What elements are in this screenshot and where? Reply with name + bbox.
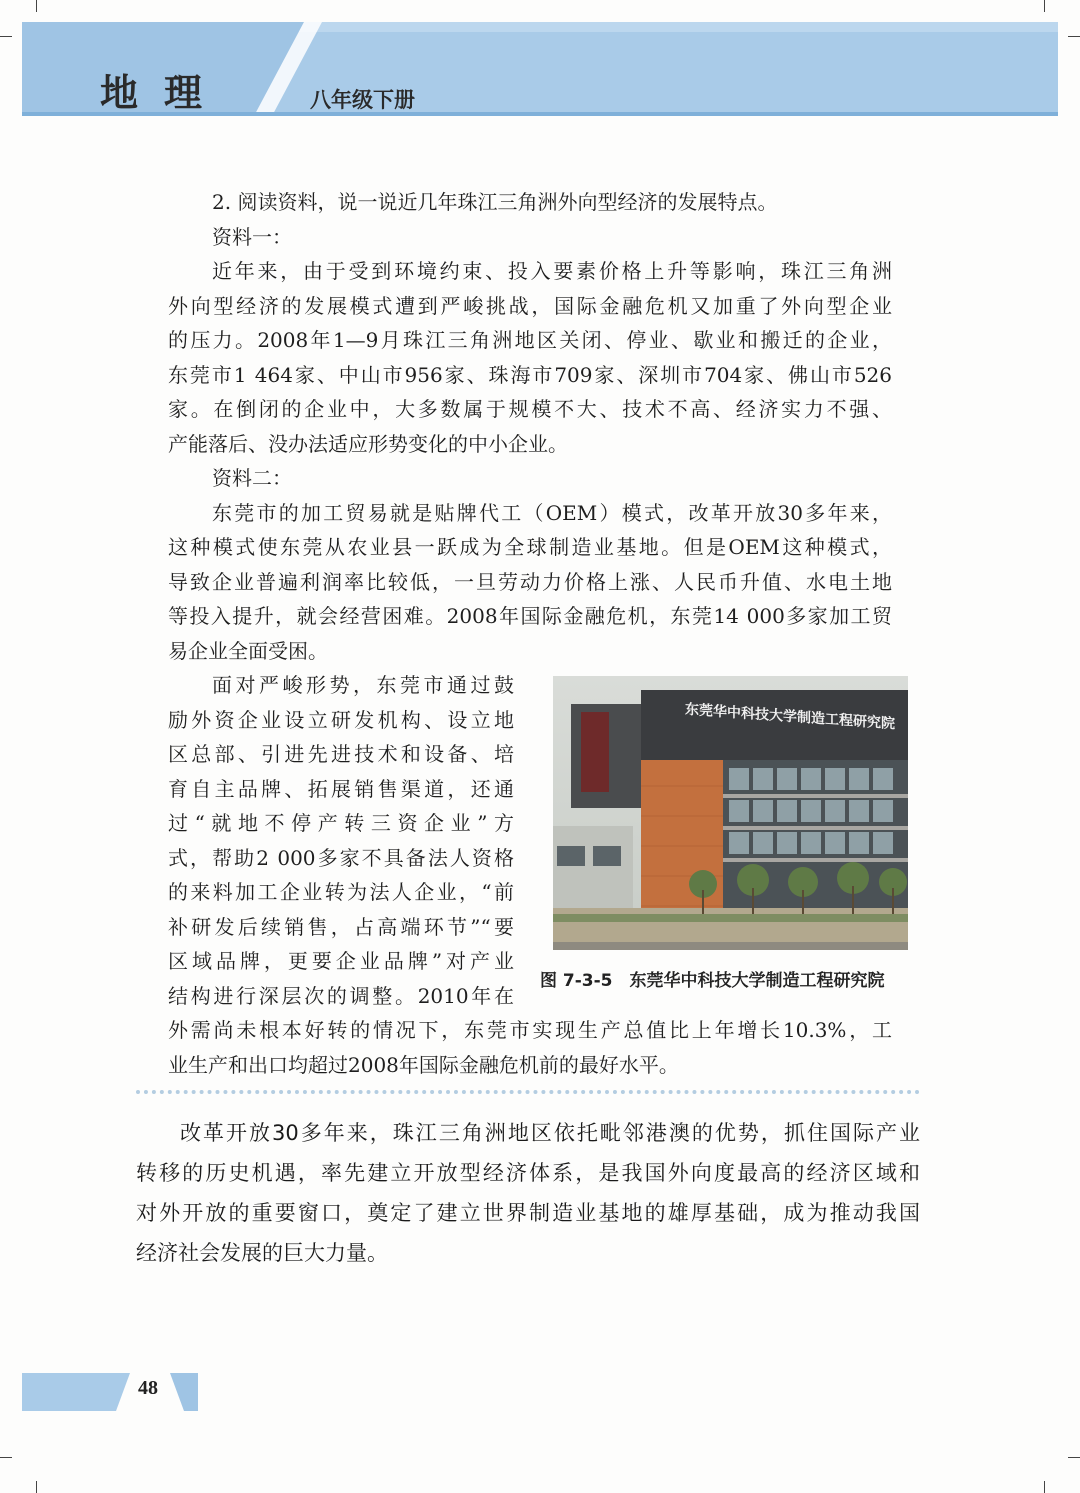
wrap-line: 的来料加工企业转为法人企业，“前 xyxy=(168,880,514,904)
material1-line: 外向型经济的发展模式遭到严峻挑战，国际金融危机又加重了外向型企业 xyxy=(168,293,892,318)
material1-line: 家。在倒闭的企业中，大多数属于规模不大、技术不高、经济实力不强、 xyxy=(168,397,892,421)
material2-line: 这种模式使东莞从农业县一跃成为全球制造业基地。但是OEM这种模式， xyxy=(168,535,892,559)
building-sign: 东莞华中科技大学制造工程研究院 xyxy=(685,701,895,733)
material2-line: 等投入提升，就会经营困难。2008年国际金融危机，东莞14 000多家加工贸 xyxy=(168,604,892,628)
crop-mark xyxy=(1068,1457,1080,1458)
subject-title: 地理 xyxy=(100,71,229,115)
grade-title: 八年级下册 xyxy=(310,88,415,112)
material1-line: 东莞市1 464家、中山市956家、珠海市709家、深圳市704家、佛山市526 xyxy=(168,362,892,387)
dotted-divider xyxy=(136,1090,920,1094)
material1-label: 资料一： xyxy=(212,224,292,249)
wrap-line: 区域品牌，更要企业品牌”对产业 xyxy=(168,949,514,973)
wrap-line: 面对严峻形势，东莞市通过鼓 xyxy=(212,673,514,697)
footer-band xyxy=(22,1373,202,1415)
crop-mark xyxy=(1044,1481,1045,1493)
material2-line: 易企业全面受困。 xyxy=(168,638,328,663)
wrap-line: 区总部、引进先进技术和设备、培 xyxy=(168,742,514,766)
tail-line: 外需尚未根本好转的情况下，东莞市实现生产总值比上年增长10.3%，工 xyxy=(168,1018,892,1042)
page-number: 48 xyxy=(138,1377,158,1399)
wrap-line: 育自主品牌、拓展销售渠道，还通 xyxy=(168,776,514,801)
crop-mark xyxy=(1068,36,1080,37)
question-text: 2. 阅读资料，说一说近几年珠江三角洲外向型经济的发展特点。 xyxy=(212,190,778,214)
building-photo xyxy=(553,676,908,950)
material1-line: 近年来，由于受到环境约束、投入要素价格上升等影响，珠江三角洲 xyxy=(212,259,892,283)
summary-line: 改革开放30多年来，珠江三角洲地区依托毗邻港澳的优势，抓住国际产业 xyxy=(180,1121,920,1145)
wrap-line: 结构进行深层次的调整。2010年在 xyxy=(168,983,514,1008)
tail-line: 业生产和出口均超过2008年国际金融危机前的最好水平。 xyxy=(168,1052,679,1077)
material2-line: 东莞市的加工贸易就是贴牌代工（OEM）模式，改革开放30多年来， xyxy=(212,500,892,525)
wrap-line: 补研发后续销售，占高端环节”“要 xyxy=(168,914,514,939)
material2-line: 导致企业普遍利润率比较低，一旦劳动力价格上涨、人民币升值、水电土地 xyxy=(168,569,892,594)
material1-line: 的压力。2008年1—9月珠江三角洲地区关闭、停业、歇业和搬迁的企业， xyxy=(168,328,892,352)
summary-line: 转移的历史机遇，率先建立开放型经济体系，是我国外向度最高的经济区域和 xyxy=(136,1161,920,1185)
wrap-line: 过“就地不停产转三资企业”方 xyxy=(168,811,514,835)
wrap-line: 式，帮助2 000多家不具备法人资格 xyxy=(168,845,514,870)
material1-line: 产能落后、没办法适应形势变化的中小企业。 xyxy=(168,431,568,456)
crop-mark xyxy=(1044,0,1045,12)
tail-paragraph xyxy=(168,1013,892,1082)
crop-mark xyxy=(0,36,12,37)
figure-caption: 图 7-3-5 东莞华中科技大学制造工程研究院 xyxy=(540,971,885,991)
wrap-paragraph xyxy=(168,668,514,1013)
crop-mark xyxy=(36,1481,37,1493)
summary-line: 经济社会发展的巨大力量。 xyxy=(136,1241,388,1265)
crop-mark xyxy=(36,0,37,12)
wrap-line: 励外资企业设立研发机构、设立地 xyxy=(168,707,514,732)
reading-block xyxy=(168,185,892,668)
summary-line: 对外开放的重要窗口，奠定了建立世界制造业基地的雄厚基础，成为推动我国 xyxy=(136,1201,920,1225)
summary-paragraph xyxy=(136,1113,920,1273)
material2-label: 资料二： xyxy=(212,466,292,490)
crop-mark xyxy=(0,1457,12,1458)
